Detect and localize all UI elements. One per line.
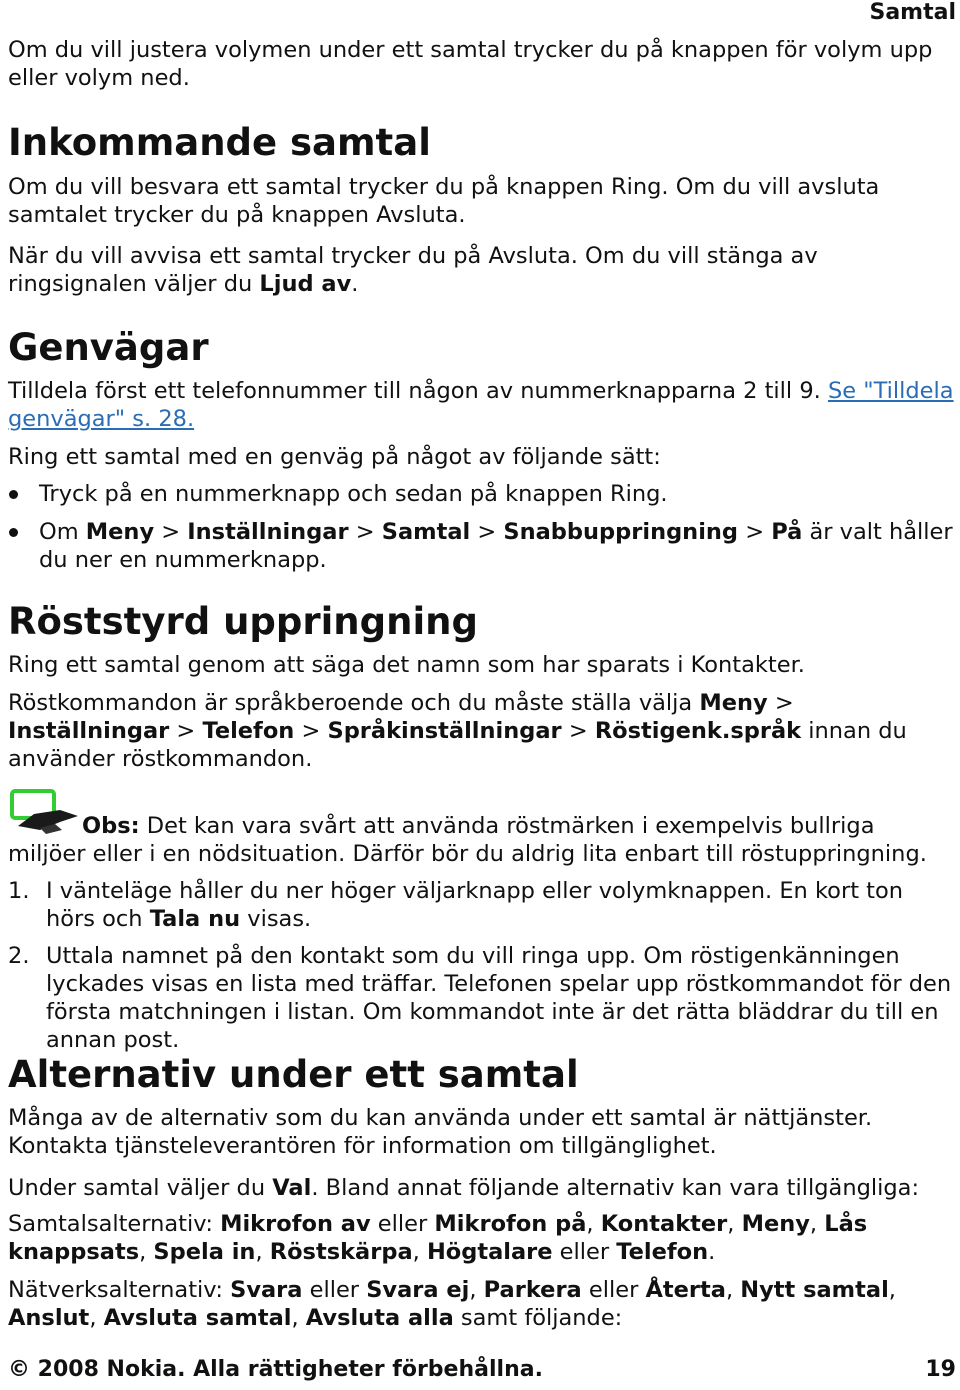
- options-paragraph-4: Nätverksalternativ: Svara eller Svara ej, Parkera eller Återta, Nytt samtal, Anslut, Avsluta samtal, Avsluta alla samt följande:: [8, 1277, 896, 1331]
- page-footer: [8, 1357, 956, 1382]
- intro-paragraph: Om du vill justera volymen under ett samtal trycker du på knappen för volym upp eller volym ned.: [8, 37, 933, 91]
- shortcuts-bullet-list: [8, 480, 954, 574]
- options-paragraph-2: Under samtal väljer du Val. Bland annat följande alternativ kan vara tillgängliga:: [8, 1175, 920, 1201]
- voice-steps-list: [8, 877, 954, 1054]
- heading-call-options: Alternativ under ett samtal: [8, 1053, 579, 1096]
- note-paragraph: Obs: Det kan vara svårt att använda röstmärken i exempelvis bullriga miljöer eller i en nödsituation. Därför bör du aldrig lita enbart till röstuppringning.: [8, 813, 927, 867]
- menu-term-ljud-av: Ljud av: [259, 271, 352, 297]
- options-paragraph-1: Många av de alternativ som du kan använda under ett samtal är nättjänster. Kontakta tjänsteleverantören för information om tillgänglighet.: [8, 1105, 873, 1159]
- copyright-text: © 2008 Nokia. Alla rättigheter förbehållna.: [8, 1357, 543, 1382]
- note-label: Obs:: [82, 813, 140, 839]
- list-item: Om Meny > Inställningar > Samtal > Snabbuppringning > På är valt håller du ner en nummerknapp.: [8, 518, 954, 574]
- bullet-dot-icon: [9, 490, 18, 499]
- cross-reference-link[interactable]: Se "Tilldela genvägar" s. 28.: [8, 378, 954, 432]
- heading-shortcuts: Genvägar: [8, 326, 209, 369]
- shortcuts-paragraph-1: Tilldela först ett telefonnummer till någon av nummerknapparna 2 till 9. Se "Tilldela genvägar" s. 28.: [8, 378, 954, 432]
- list-item: 1. I vänteläge håller du ner höger väljarknapp eller volymknappen. En kort ton hörs och Tala nu visas.: [8, 878, 904, 932]
- note-hand-icon: [0, 786, 80, 836]
- heading-voice-dialing: Röststyrd uppringning: [8, 600, 478, 643]
- incoming-paragraph-1: Om du vill besvara ett samtal trycker du på knappen Ring. Om du vill avsluta samtalet trycker du på knappen Avsluta.: [8, 174, 880, 228]
- voice-paragraph-1: Ring ett samtal genom att säga det namn som har sparats i Kontakter.: [8, 652, 805, 678]
- voice-paragraph-2: Röstkommandon är språkberoende och du måste ställa välja Meny > Inställningar > Telefon > Språkinställningar > Röstigenk.språk innan du använder röstkommandon.: [8, 690, 907, 772]
- options-paragraph-3: Samtalsalternativ: Mikrofon av eller Mikrofon på, Kontakter, Meny, Lås knappsats, Spela in, Röstskärpa, Högtalare eller Telefon.: [8, 1211, 868, 1265]
- page-number: 19: [925, 1357, 956, 1382]
- list-item: Tryck på en nummerknapp och sedan på knappen Ring.: [8, 480, 954, 508]
- bullet-dot-icon: [9, 528, 18, 537]
- heading-incoming-calls: Inkommande samtal: [8, 121, 431, 164]
- shortcuts-paragraph-2: Ring ett samtal med en genväg på något av följande sätt:: [8, 444, 661, 470]
- list-item: 2. Uttala namnet på den kontakt som du vill ringa upp. Om röstigenkänningen lyckades visas en lista med träffar. Telefonen spelar upp röstkommandot för den första matchningen i listan. Om kommandot inte är det rätta bläddrar du till en annan post.: [8, 943, 952, 1053]
- running-header: Samtal: [869, 0, 956, 25]
- incoming-paragraph-2: När du vill avvisa ett samtal trycker du på Avsluta. Om du vill stänga av ringsignalen väljer du Ljud av.: [8, 243, 818, 297]
